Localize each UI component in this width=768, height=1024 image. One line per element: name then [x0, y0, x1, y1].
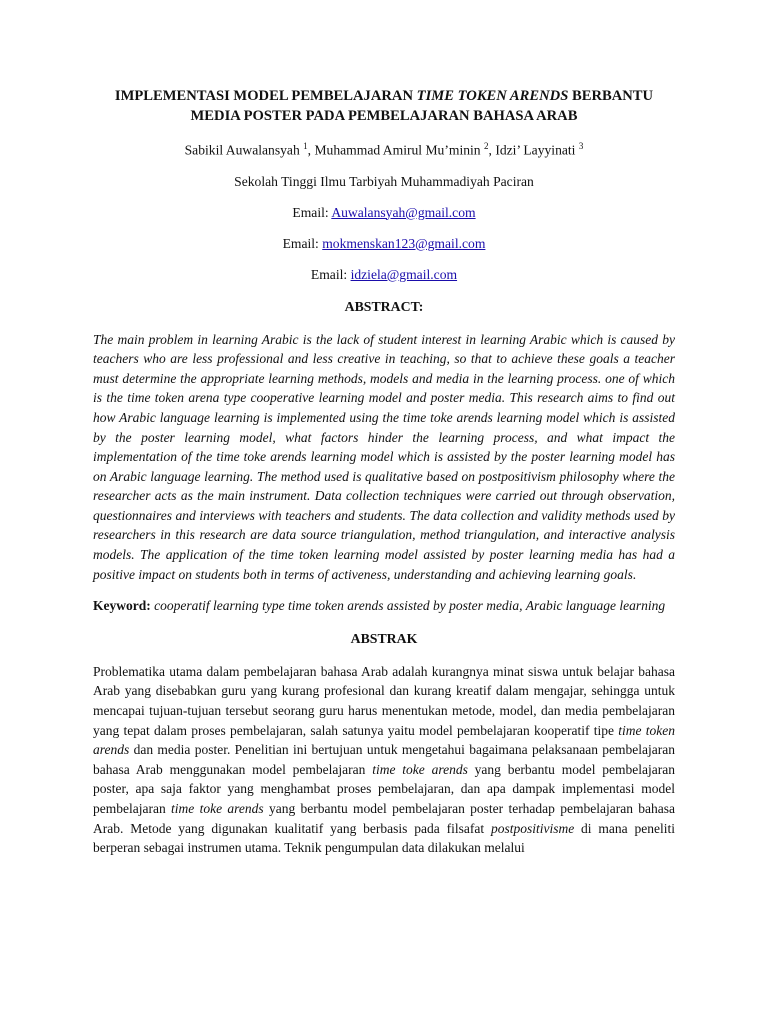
affiliation: Sekolah Tinggi Ilmu Tarbiyah Muhammadiyah Paciran [234, 173, 534, 189]
email-label: Email: [282, 235, 319, 251]
author-sup: 2 [484, 141, 489, 151]
paper-page [93, 86, 675, 858]
abstrak-heading: ABSTRAK [350, 630, 418, 646]
email-line [93, 235, 675, 253]
keyword-line [93, 596, 675, 616]
author-name: Sabikil Auwalansyah [184, 142, 300, 158]
keyword-label: Keyword: [93, 598, 151, 614]
abstract-heading: ABSTRACT: [344, 298, 424, 314]
abstrak-text: Problematika utama dalam pembelajaran bahasa Arab adalah kurangnya minat siswa untuk belajar bahasa Arab yang disebabkan guru yang kurang profesional dan kurang kreatif dalam mengajar, sehingga untuk mencapai tujuan-tujuan tersebut seorang guru harus menentukan metode, model, dan media pembelajaran yang tepat dalam proses pembelajaran, salah satunya yaitu model pembelajaran kooperatif tipe time token arends dan media poster. Penelitian ini bertujuan untuk mengetahui bagaimana pelaksanaan pembelajaran bahasa Arab menggunakan model pembelajaran time toke arends yang berbantu model pembelajaran poster, apa saja faktor yang menghambat proses pembelajaran, dan apa dampak implementasi model pembelajaran time toke arends yang berbantu model pembelajaran poster terhadap pembelajaran bahasa Arab. Metode yang digunakan kualitatif yang berbasis pada filsafat postpositivisme di mana peneliti berperan sebagai instrumen utama. Teknik pengumpulan data dilakukan melalui [93, 663, 675, 856]
title-italic: TIME TOKEN ARENDS [416, 88, 569, 104]
email-label: Email: [292, 204, 329, 220]
keyword-text: cooperatif learning type time token arends assisted by poster media, Arabic language learning [154, 598, 666, 614]
paper-title: IMPLEMENTASI MODEL PEMBELAJARAN TIME TOKEN ARENDS BERBANTU MEDIA POSTER PADA PEMBELAJARAN BAHASA ARAB [114, 88, 654, 124]
email-link[interactable]: mokmenskan123@gmail.com [322, 235, 486, 251]
author-name: Idzi’ Layyinati [495, 142, 576, 158]
author-list: Sabikil Auwalansyah $^1$, Muhammad Amirul Mu’minin $^2$, Idzi’ Layyinati $^3$ [184, 141, 584, 158]
email-link[interactable]: Auwalansyah@gmail.com [331, 204, 476, 220]
author-name: Muhammad Amirul Mu’minin [314, 142, 481, 158]
email-label: Email: [310, 266, 348, 282]
email-line [93, 204, 675, 222]
abstract-text: The main problem in learning Arabic is the lack of student interest in learning Arabic which is caused by teachers who are less professional and less creative in teaching, so that to achieve these goals a teacher must determine the appropriate learning methods, models and media in the learning process. one of which is the time token arena type cooperative learning model and poster media. This research aims to find out how Arabic language learning is implemented using the time toke arends learning model which is assisted by the poster learning model, what factors hinder the learning process, and what impact the implementation of the time toke arends learning model which is assisted by the poster learning model has on Arabic language learning. The method used is qualitative based on postpositivism philosophy where the researcher acts as the main instrument. Data collection techniques were carried out through observation, questionnaires and interviews with teachers and students. The data collection and validity methods used by researchers in this research are data source triangulation, method triangulation, and interactive analysis models. The application of the time token learning model assisted by poster learning media has had a positive impact on students both in terms of activeness, understanding and achieving learning goals. [93, 331, 675, 582]
email-link[interactable]: idziela@gmail.com [350, 266, 458, 282]
author-sup: 1 [303, 141, 308, 151]
author-sup: 3 [578, 141, 584, 151]
email-line [93, 266, 675, 284]
